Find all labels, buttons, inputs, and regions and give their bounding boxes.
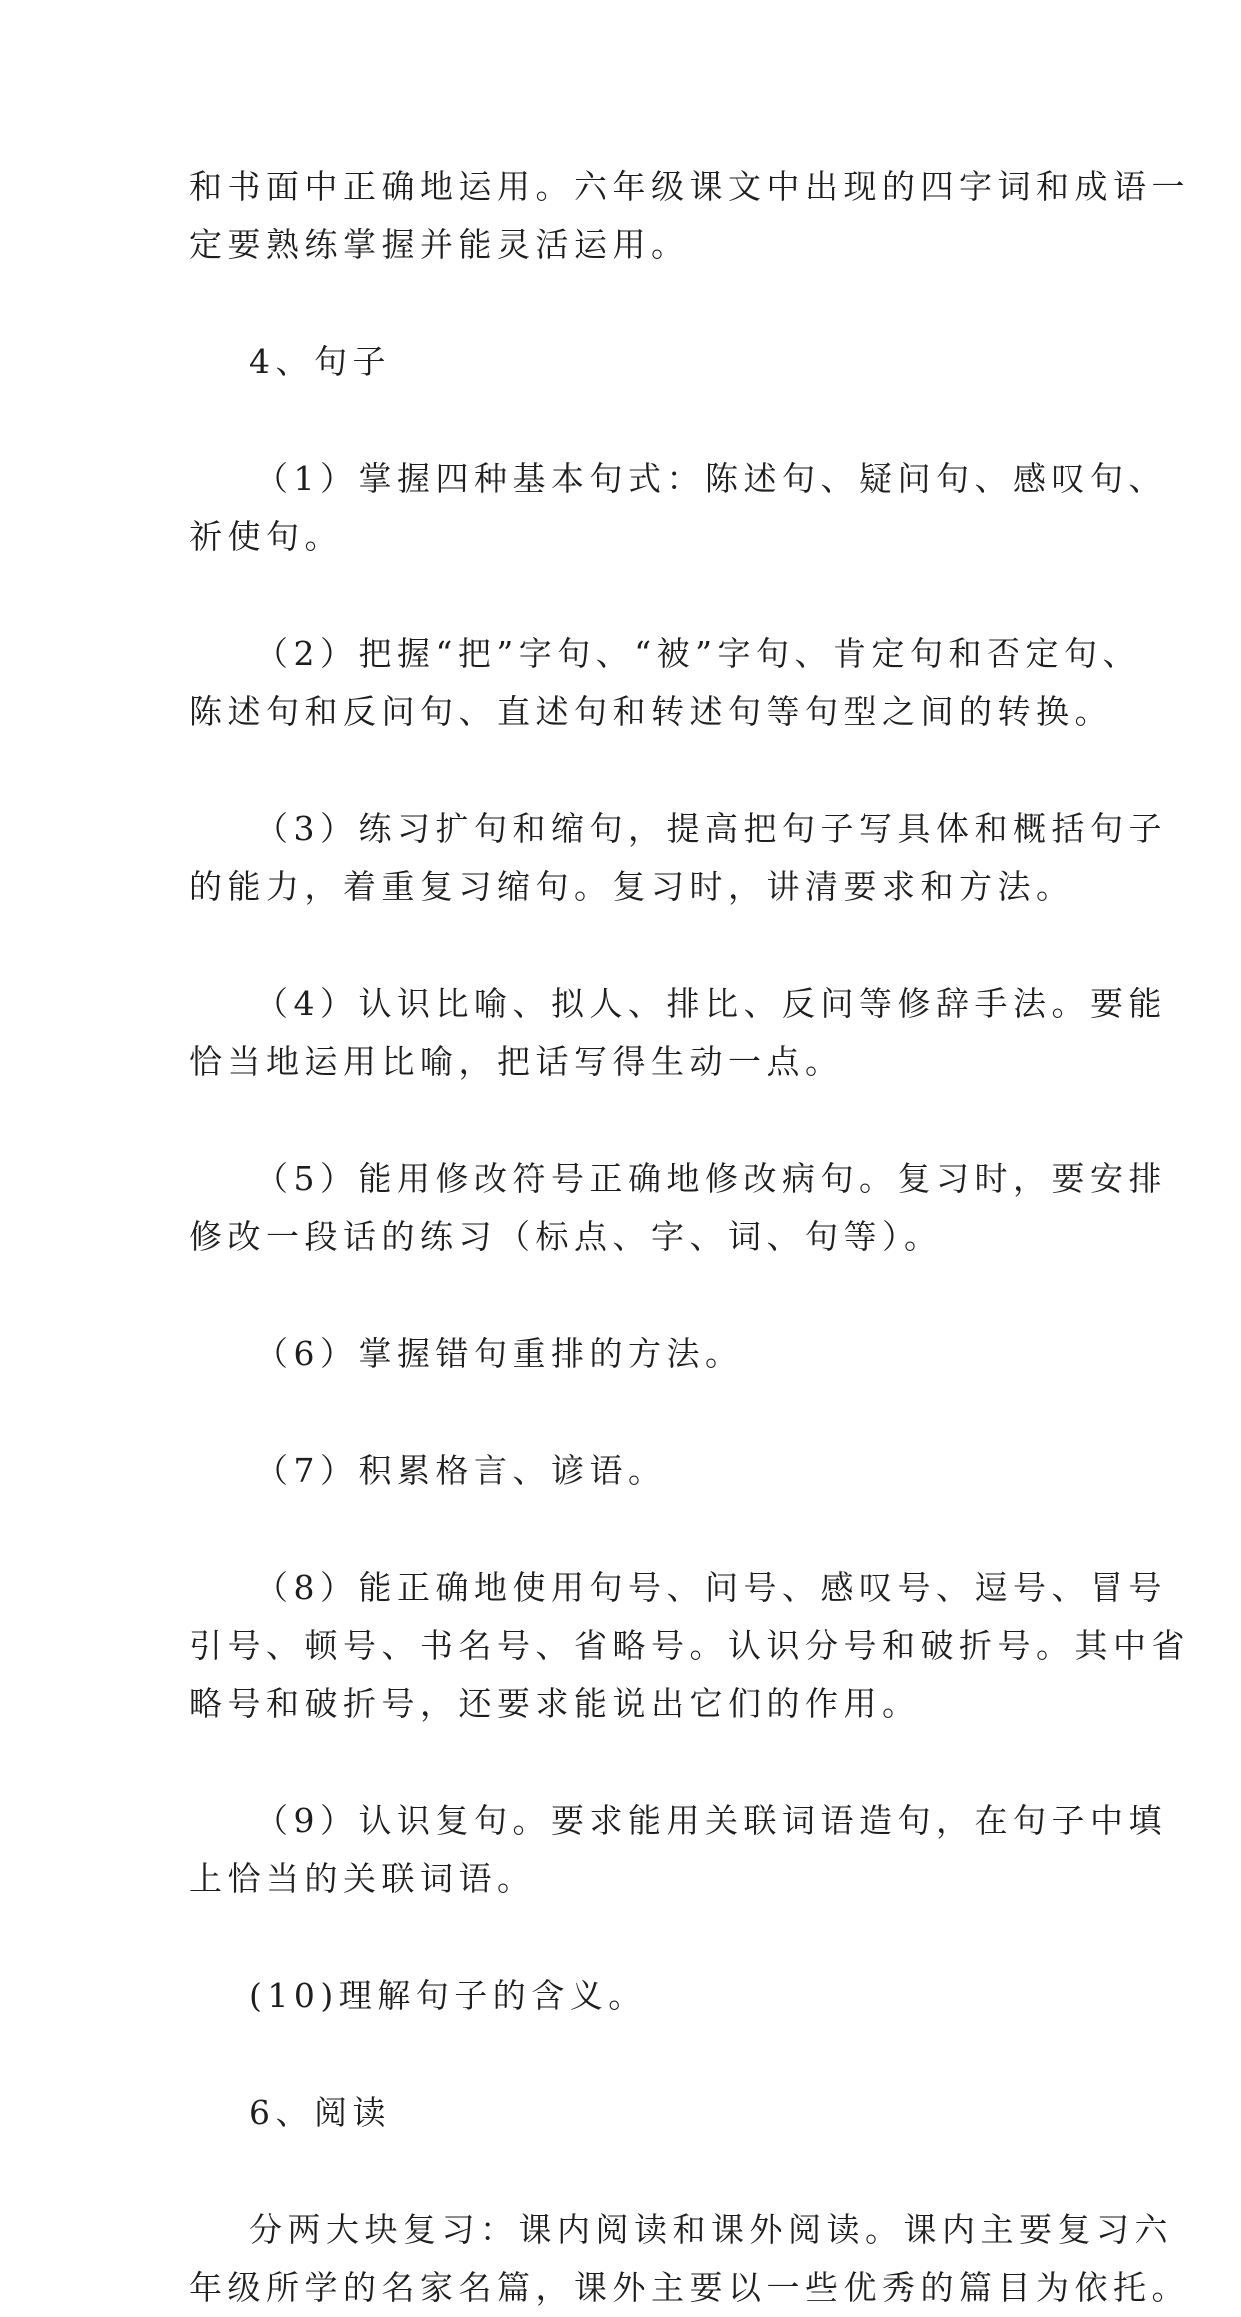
section-heading-sentences [189, 333, 1059, 391]
text-line: (10)理解句子的含义。 [249, 1976, 647, 2015]
text-line: 恰当地运用比喻，把话写得生动一点。 [189, 1042, 844, 1081]
text-line: （4）认识比喻、拟人、排比、反问等修辞手法。要能 [255, 984, 1167, 1023]
text-line: （8）能正确地使用句号、问号、感叹号、逗号、冒号 [255, 1568, 1167, 1607]
text-line: 陈述句和反问句、直述句和转述句等句型之间的转换。 [189, 692, 1113, 731]
text-line: （9）认识复句。要求能用关联词语造句，在句子中填 [255, 1801, 1167, 1840]
text-line: （7）积累格言、谚语。 [255, 1451, 667, 1490]
paragraph-continuation [189, 158, 1190, 274]
list-item [189, 450, 1167, 566]
document-body [189, 158, 1190, 2317]
body-paragraph [189, 2201, 1190, 2317]
section-heading: 6、阅读 [249, 2093, 391, 2132]
text-line: （5）能用修改符号正确地修改病句。复习时，要安排 [255, 1159, 1167, 1198]
list-item [189, 1967, 1059, 2025]
text-line: （2）把握“把”字句、“被”字句、肯定句和否定句、 [255, 634, 1141, 673]
list-item [189, 1442, 1059, 1500]
list-item [189, 975, 1167, 1091]
text-line: 定要熟练掌握并能灵活运用。 [189, 225, 690, 264]
list-item [189, 800, 1167, 916]
text-line: 引号、顿号、书名号、省略号。认识分号和破折号。其中省 [189, 1626, 1190, 1665]
section-heading-reading [189, 2084, 1059, 2142]
text-line: 略号和破折号，还要求能说出它们的作用。 [189, 1684, 921, 1723]
text-line: 修改一段话的练习（标点、字、词、句等）。 [189, 1217, 943, 1256]
text-line: 和书面中正确地运用。六年级课文中出现的四字词和成语一 [189, 167, 1190, 206]
text-line: 上恰当的关联词语。 [189, 1859, 536, 1898]
text-line: 年级所学的名家名篇，课外主要以一些优秀的篇目为依托。 [189, 2268, 1190, 2307]
text-line: （6）掌握错句重排的方法。 [255, 1334, 744, 1373]
text-line: 祈使句。 [189, 517, 343, 556]
list-item [189, 1150, 1167, 1266]
list-item [189, 625, 1141, 741]
list-item [189, 1325, 1059, 1383]
list-item [189, 1559, 1190, 1733]
text-line: 的能力，着重复习缩句。复习时，讲清要求和方法。 [189, 867, 1075, 906]
text-line: （1）掌握四种基本句式：陈述句、疑问句、感叹句、 [255, 459, 1167, 498]
text-line: （3）练习扩句和缩句，提高把句子写具体和概括句子 [255, 809, 1167, 848]
text-line: 分两大块复习：课内阅读和课外阅读。课内主要复习六 [249, 2210, 1173, 2249]
section-heading: 4、句子 [249, 342, 391, 381]
list-item [189, 1792, 1167, 1908]
